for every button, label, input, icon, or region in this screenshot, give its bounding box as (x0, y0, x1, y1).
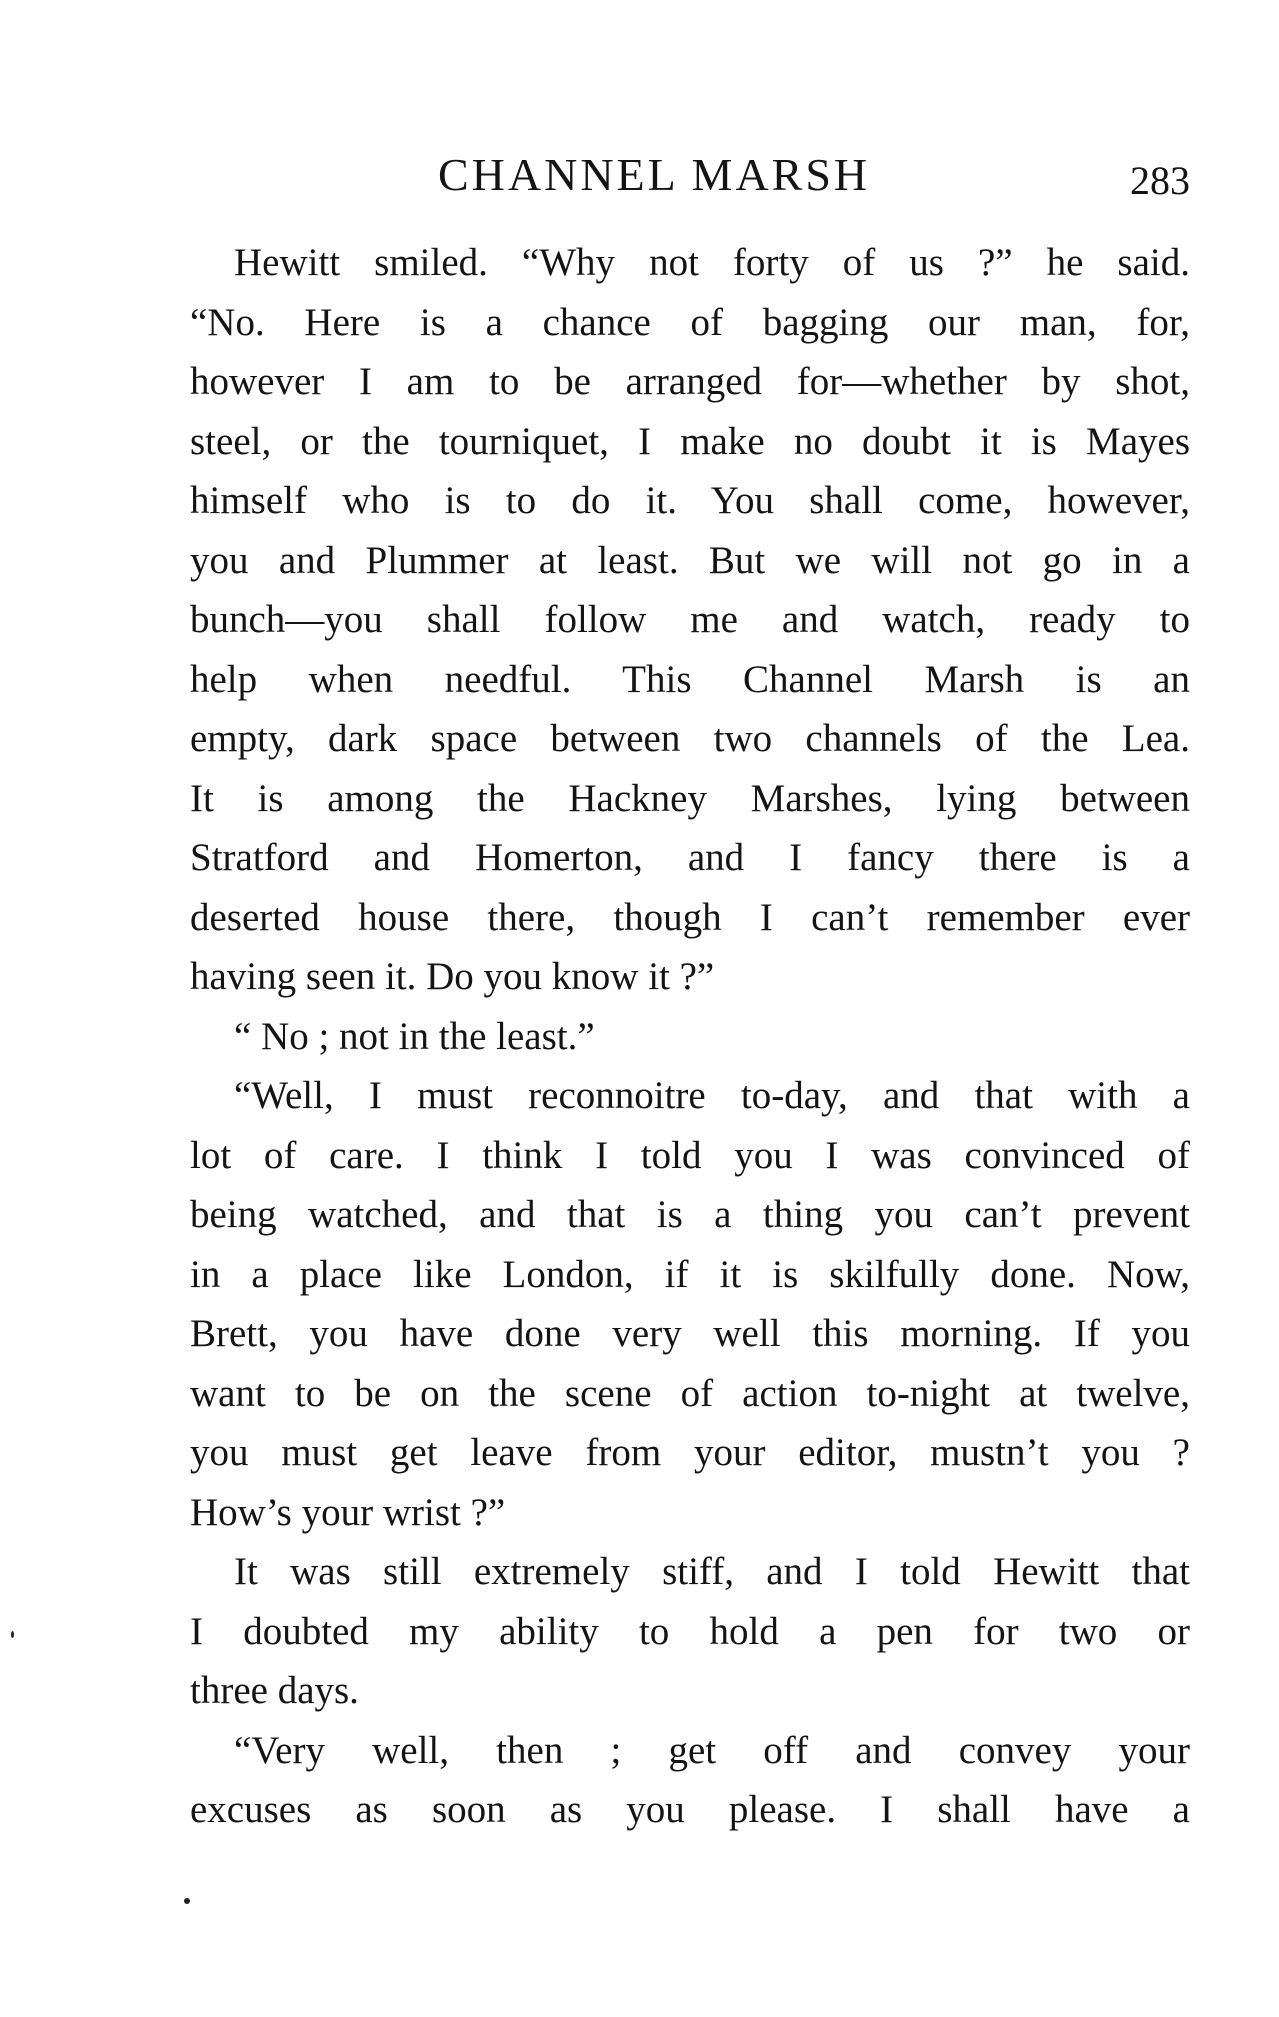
text-line: excuses as soon as you please. I shall have a (190, 1788, 1190, 1831)
ink-speck (184, 1898, 190, 1904)
text-line: I doubted my ability to hold a pen for two or (190, 1609, 1190, 1653)
body-text (190, 233, 1190, 1840)
text-line: It is among the Hackney Marshes, lying between (190, 776, 1190, 820)
text-line: “ No ; not in the least.” (234, 1014, 595, 1058)
text-line: Stratford and Homerton, and I fancy there is a (190, 836, 1190, 879)
text-line: three days. (190, 1669, 359, 1712)
text-line: “Very well, then ; get off and convey your (234, 1728, 1190, 1772)
text-line: having seen it. Do you know it ?” (190, 955, 715, 998)
text-line: Brett, you have done very well this morning. If you (190, 1312, 1190, 1355)
text-line: It was still extremely stiff, and I told Hewitt that (234, 1550, 1190, 1593)
text-line: being watched, and that is a thing you can’t prevent (190, 1193, 1190, 1236)
text-line: Hewitt smiled. “Why not forty of us ?” he said. (234, 241, 1190, 284)
text-line: in a place like London, if it is skilfully done. Now, (190, 1252, 1190, 1296)
running-head: CHANNEL MARSH (438, 149, 871, 200)
text-line: want to be on the scene of action to-night at twelve, (190, 1371, 1190, 1415)
text-line: empty, dark space between two channels of the Lea. (190, 717, 1190, 760)
page-header (190, 140, 1190, 210)
text-line: help when needful. This Channel Marsh is an (190, 657, 1190, 701)
text-line: How’s your wrist ?” (190, 1490, 506, 1534)
text-line: bunch—you shall follow me and watch, ready to (190, 598, 1190, 641)
page-number: 283 (1130, 158, 1190, 203)
text-line: you must get leave from your editor, mustn’t you ? (190, 1431, 1190, 1474)
text-line: you and Plummer at least. But we will not go in a (190, 538, 1190, 582)
text-line: however I am to be arranged for—whether by shot, (190, 360, 1190, 403)
text-line: deserted house there, though I can’t remember ever (190, 895, 1190, 939)
ink-speck (11, 1631, 14, 1638)
text-line: “Well, I must reconnoitre to-day, and that with a (234, 1074, 1190, 1117)
text-line: steel, or the tourniquet, I make no doubt it is Mayes (190, 419, 1190, 463)
text-line: lot of care. I think I told you I was convinced of (190, 1133, 1190, 1177)
text-line: “No. Here is a chance of bagging our man, for, (190, 300, 1190, 344)
text-line: himself who is to do it. You shall come, however, (190, 479, 1190, 522)
